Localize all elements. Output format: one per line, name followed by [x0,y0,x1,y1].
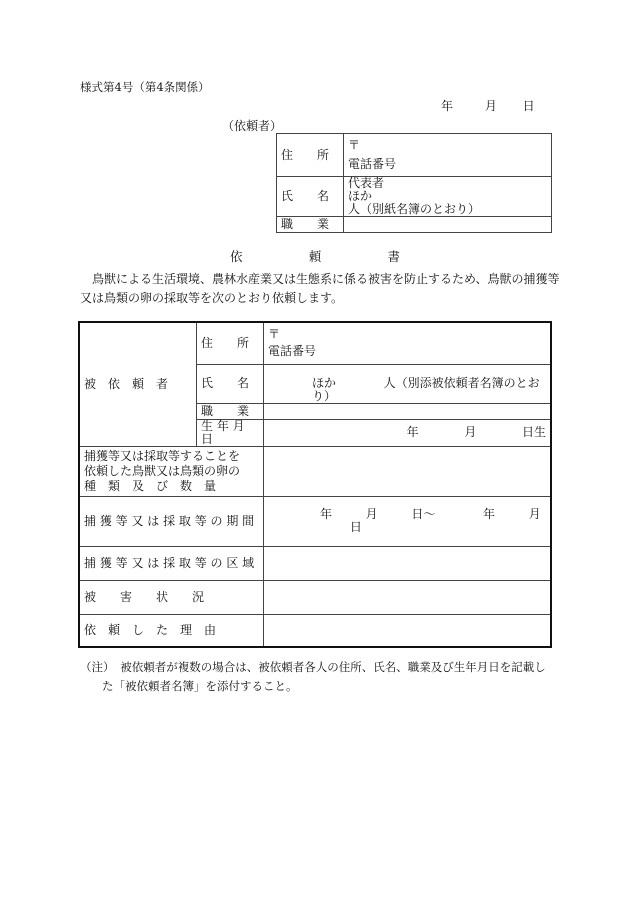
representative-label: 代表者 [348,176,385,190]
others-suffix: 人（別紙名簿のとおり） [348,202,481,216]
requestee-occupation-field[interactable] [264,403,552,419]
requester-occupation-field[interactable] [344,217,552,233]
others-label: ほか [348,189,373,203]
others-suffix: 人（別添被依頼者名簿のとおり） [312,375,540,403]
requestee-address-field[interactable] [264,322,552,364]
body-line-2: 又は鳥類の卵の採取等を次のとおり依頼します。 [80,291,344,305]
phone-label: 電話番号 [268,344,317,359]
date-day: 日 [522,99,535,113]
damage-field[interactable] [264,580,552,614]
requester-name-field[interactable] [344,177,552,217]
requestee-table [78,321,552,648]
requestee-address-label: 住 所 [197,322,264,364]
date-month: 月 [484,99,497,113]
requester-tag: （依頼者） [222,119,283,133]
requestee-birth-label: 生 年 月 日 [197,419,264,446]
note [80,658,560,696]
note-line-2: た「被依頼者名簿」を添付すること。 [102,679,298,693]
requester-address-label: 住 所 [277,134,344,177]
requestee-name-field[interactable] [264,364,552,403]
form-id: 様式第4号（第4条関係） [80,80,210,94]
body-line-1: 鳥獣による生活環境、農林水産業又は生態系に係る被害を防止するため、鳥獣の捕獲等 [92,272,560,286]
request-body [80,270,560,308]
reason-field[interactable] [264,614,552,647]
reason-label: 依 頼 し た 理 由 [79,614,264,647]
area-label: 捕 獲 等 又 は 採 取 等 の 区 域 [79,546,264,580]
species-label: 捕獲等又は採取等することを 依頼した鳥獣又は鳥類の卵の 種 類 及 び 数 量 [79,446,264,496]
postal-mark: 〒 [348,138,361,152]
requester-address-field[interactable] [344,134,552,177]
date-line [441,99,535,113]
requestee-occupation-label: 職 業 [197,403,264,419]
date-year: 年 [441,99,454,113]
requestee-birth-field[interactable]: 年 月 日生 [264,419,552,446]
species-field[interactable] [264,446,552,496]
requester-table [276,133,552,233]
document-title: 依 頼 書 [230,249,400,264]
postal-mark: 〒 [268,327,281,342]
phone-label: 電話番号 [348,157,397,171]
area-field[interactable] [264,546,552,580]
requestee-name-label: 氏 名 [197,364,264,403]
requester-name-label: 氏 名 [277,177,344,217]
note-line-1: （注） 被依頼者が複数の場合は、被依頼者各人の住所、氏名、職業及び生年月日を記載し [80,660,546,674]
period-label: 捕 獲 等 又 は 採 取 等 の 期 間 [79,496,264,546]
requester-occupation-label: 職 業 [277,217,344,233]
others-label: ほか [312,375,337,390]
damage-label: 被 害 状 況 [79,580,264,614]
period-field[interactable]: 年 月 日～ 年 月 日 [264,496,552,546]
requestee-label: 被 依 頼 者 [79,322,197,446]
